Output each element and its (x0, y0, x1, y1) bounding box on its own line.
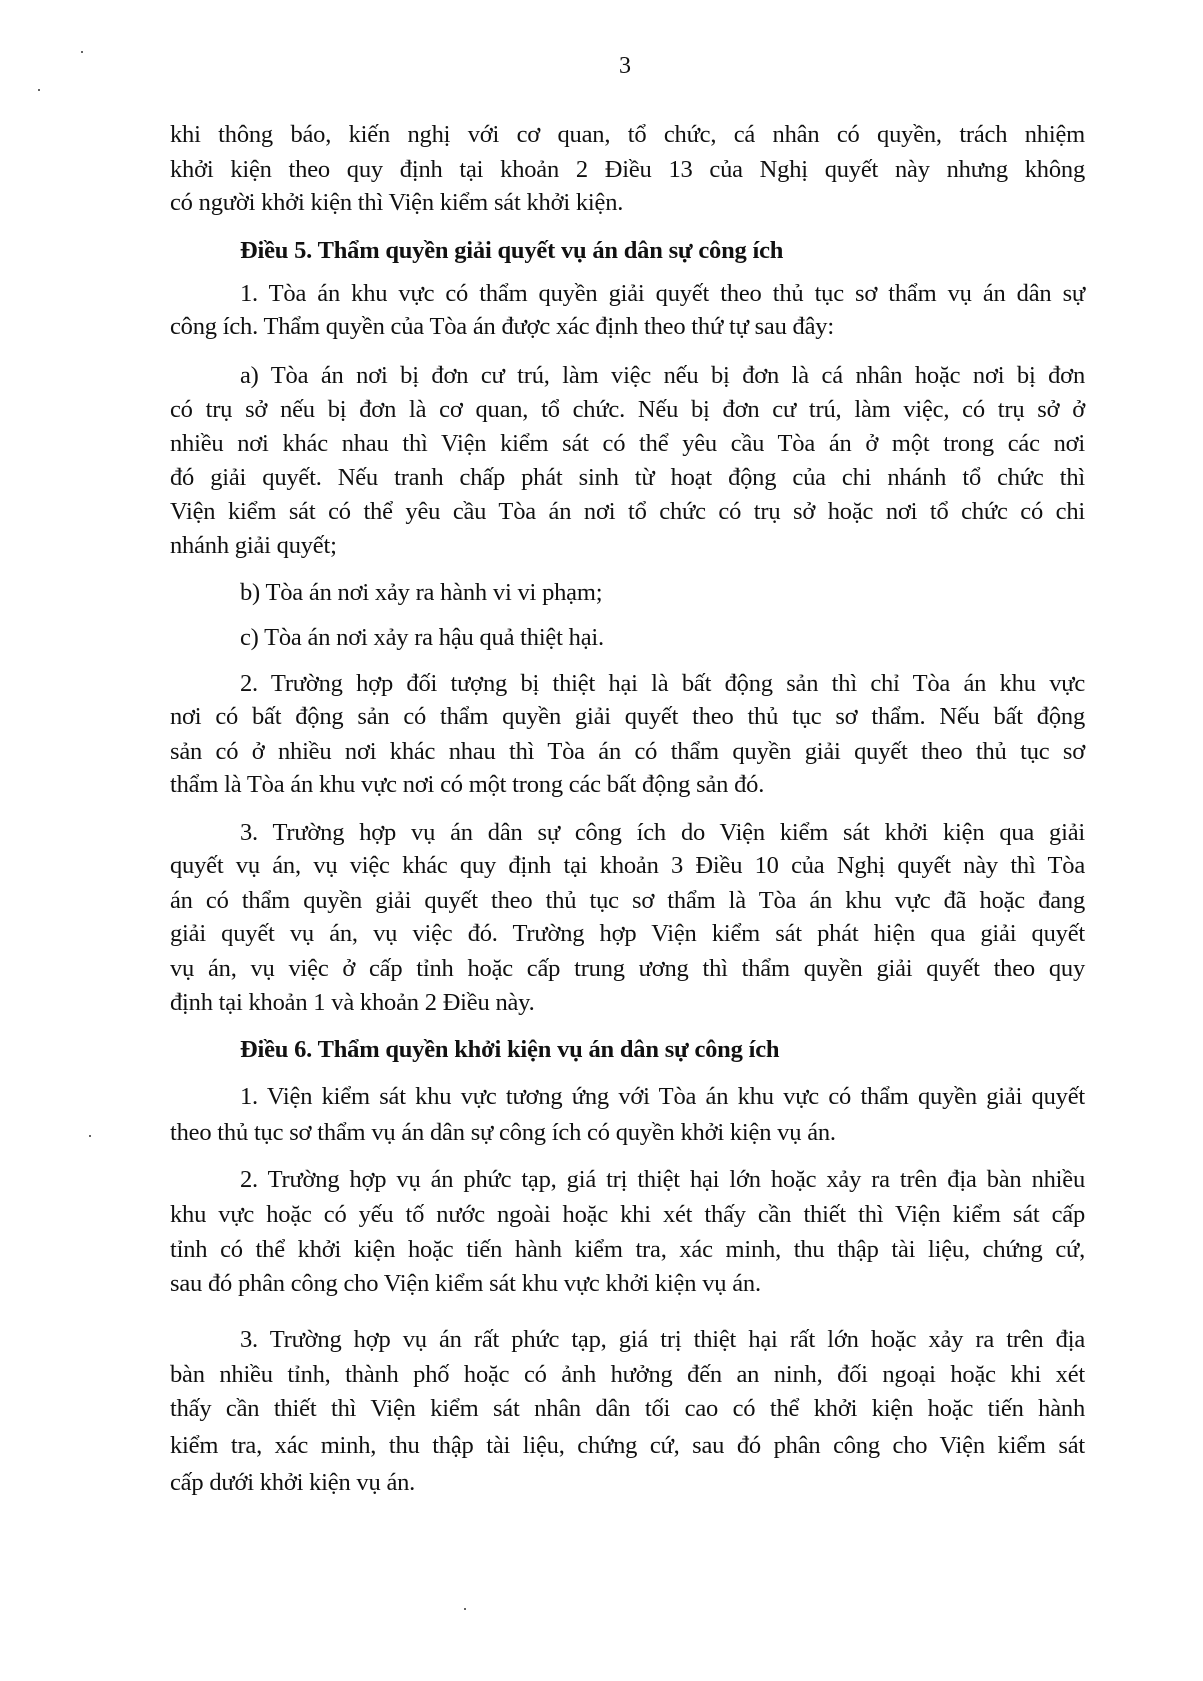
text-line: 3. Trường hợp vụ án rất phức tạp, giá trị thiệt hại rất lớn hoặc xảy ra trên địa (240, 1326, 1085, 1353)
text-line: cấp dưới khởi kiện vụ án. (170, 1469, 416, 1496)
text-line: bàn nhiều tỉnh, thành phố hoặc có ảnh hưởng đến an ninh, đối ngoại hoặc khi xét (170, 1361, 1085, 1388)
heading-text: Điều 6. Thẩm quyền khởi kiện vụ án dân sự công ích (240, 1036, 780, 1063)
text-line: khởi kiện theo quy định tại khoản 2 Điều 13 của Nghị quyết này nhưng không (170, 156, 1085, 183)
text-line: công ích. Thẩm quyền của Tòa án được xác định theo thứ tự sau đây: (170, 313, 834, 340)
text-line: nhánh giải quyết; (170, 532, 337, 559)
text-line: 2. Trường hợp đối tượng bị thiệt hại là bất động sản thì chỉ Tòa án khu vực (240, 670, 1085, 697)
page-number: 3 (619, 53, 631, 79)
text-line: quyết vụ án, vụ việc khác quy định tại khoản 3 Điều 10 của Nghị quyết này thì Tòa (170, 852, 1085, 879)
text-line: 1. Viện kiểm sát khu vực tương ứng với Tòa án khu vực có thẩm quyền giải quyết (240, 1083, 1085, 1110)
scan-speck (38, 89, 40, 91)
text-line: thẩm là Tòa án khu vực nơi có một trong các bất động sản đó. (170, 771, 765, 798)
text-line: định tại khoản 1 và khoản 2 Điều này. (170, 989, 535, 1016)
text-line: theo thủ tục sơ thẩm vụ án dân sự công ích có quyền khởi kiện vụ án. (170, 1119, 836, 1146)
text-line: 3. Trường hợp vụ án dân sự công ích do Viện kiểm sát khởi kiện qua giải (240, 819, 1085, 846)
text-line: khu vực hoặc có yếu tố nước ngoài hoặc khi xét thấy cần thiết thì Viện kiểm sát cấp (170, 1201, 1085, 1228)
text-line: có trụ sở nếu bị đơn là cơ quan, tổ chức. Nếu bị đơn cư trú, làm việc, có trụ sở ở (170, 396, 1085, 423)
text-line: có người khởi kiện thì Viện kiểm sát khởi kiện. (170, 189, 624, 216)
text-line: kiểm tra, xác minh, thu thập tài liệu, chứng cứ, sau đó phân công cho Viện kiểm sát (170, 1432, 1085, 1459)
text-line: b) Tòa án nơi xảy ra hành vi vi phạm; (240, 579, 603, 606)
text-line: khi thông báo, kiến nghị với cơ quan, tổ chức, cá nhân có quyền, trách nhiệm (170, 121, 1085, 148)
heading-text: Điều 5. Thẩm quyền giải quyết vụ án dân sự công ích (240, 237, 784, 264)
text-line: a) Tòa án nơi bị đơn cư trú, làm việc nếu bị đơn là cá nhân hoặc nơi bị đơn (240, 362, 1085, 389)
scan-speck (81, 51, 83, 53)
text-line: nơi có bất động sản có thẩm quyền giải quyết theo thủ tục sơ thẩm. Nếu bất động (170, 703, 1085, 730)
text-line: Viện kiểm sát có thể yêu cầu Tòa án nơi tổ chức có trụ sở hoặc nơi tổ chức có chi (170, 498, 1085, 525)
text-line: 1. Tòa án khu vực có thẩm quyền giải quyết theo thủ tục sơ thẩm vụ án dân sự (240, 280, 1085, 307)
text-line: sau đó phân công cho Viện kiểm sát khu vực khởi kiện vụ án. (170, 1270, 761, 1297)
scan-speck (464, 1608, 466, 1610)
text-line: 2. Trường hợp vụ án phức tạp, giá trị thiệt hại lớn hoặc xảy ra trên địa bàn nhiều (240, 1166, 1085, 1193)
text-line: sản có ở nhiều nơi khác nhau thì Tòa án có thẩm quyền giải quyết theo thủ tục sơ (170, 738, 1085, 765)
text-line: tỉnh có thể khởi kiện hoặc tiến hành kiểm tra, xác minh, thu thập tài liệu, chứng cứ, (170, 1236, 1085, 1263)
text-line: vụ án, vụ việc ở cấp tỉnh hoặc cấp trung ương thì thẩm quyền giải quyết theo quy (170, 955, 1085, 982)
scan-speck (89, 1135, 91, 1137)
text-line: thấy cần thiết thì Viện kiểm sát nhân dân tối cao có thể khởi kiện hoặc tiến hành (170, 1395, 1085, 1422)
text-line: đó giải quyết. Nếu tranh chấp phát sinh từ hoạt động của chi nhánh tổ chức thì (170, 464, 1085, 491)
text-line: c) Tòa án nơi xảy ra hậu quả thiệt hại. (240, 624, 604, 651)
text-line: nhiều nơi khác nhau thì Viện kiểm sát có thể yêu cầu Tòa án ở một trong các nơi (170, 430, 1085, 457)
text-line: giải quyết vụ án, vụ việc đó. Trường hợp Viện kiểm sát phát hiện qua giải quyết (170, 920, 1085, 947)
text-line: án có thẩm quyền giải quyết theo thủ tục sơ thẩm là Tòa án khu vực đã hoặc đang (170, 887, 1085, 914)
